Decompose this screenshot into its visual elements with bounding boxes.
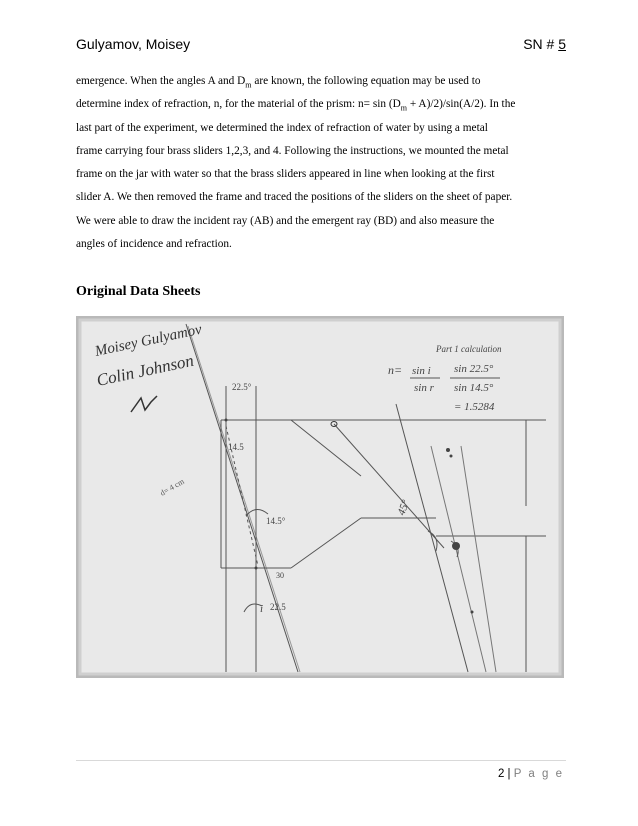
sn-label: SN # bbox=[523, 36, 555, 52]
label-45: 45° bbox=[395, 498, 413, 518]
data-sheet-scan bbox=[76, 316, 564, 678]
body-line: slider A. We then removed the frame and traced the positions of the sliders on the sheet of paper. bbox=[76, 191, 513, 204]
page-number: 2 bbox=[497, 768, 505, 780]
calc-denominator: sin 14.5° bbox=[454, 382, 494, 394]
label-30: 30 bbox=[276, 571, 284, 580]
calc-title: Part 1 calculation bbox=[436, 344, 502, 354]
body-line: determine index of refraction, n, for the material of the prism: $n= \sin (D_m + A)/2)/\sin(A/2)$. In the bbox=[76, 98, 516, 113]
body-line: frame on the jar with water so that the brass sliders appeared in line when looking at the first bbox=[76, 168, 495, 181]
body-paragraph bbox=[76, 70, 568, 256]
body-line: angles of incidence and refraction. bbox=[76, 238, 232, 251]
angle-label-top: 22.5° bbox=[232, 382, 252, 392]
header-sn bbox=[523, 36, 566, 52]
angle-label-145-top: 14.5 bbox=[228, 442, 244, 452]
handwritten-names-2: Colin Johnson bbox=[94, 350, 196, 390]
page-separator: | bbox=[507, 768, 511, 780]
page-header bbox=[76, 36, 566, 56]
data-sheet-drawing bbox=[76, 316, 564, 678]
header-author: Gulyamov, Moisey bbox=[76, 36, 191, 52]
body-line: We were able to draw the incident ray (AB) and the emergent ray (BD) and also measure the bbox=[76, 214, 495, 227]
label-i: i bbox=[260, 603, 264, 615]
page-footer bbox=[498, 768, 564, 780]
body-line: last part of the experiment, we determined the index of refraction of water by using a metal bbox=[76, 121, 488, 134]
calc-sin-r: sin r bbox=[414, 382, 434, 394]
angle-label-bottom: 22.5 bbox=[270, 602, 286, 612]
body-line: emergence. When the angles A and $D_m$ are known, the following equation may be used to bbox=[76, 75, 481, 90]
section-title: Original Data Sheets bbox=[76, 284, 201, 299]
angle-label-145-mid: 14.5° bbox=[266, 516, 286, 526]
body-line: frame carrying four brass sliders 1,2,3, and 4. Following the instructions, we mounted the metal bbox=[76, 144, 509, 157]
page-label: P a g e bbox=[513, 768, 564, 780]
calc-numerator: sin 22.5° bbox=[454, 363, 494, 375]
calc-sin-i: sin i bbox=[412, 365, 431, 377]
calc-result: = 1.5284 bbox=[454, 401, 495, 413]
sn-number: 5 bbox=[558, 36, 566, 52]
handwritten-names-1: Moisey Gulyamov bbox=[93, 321, 204, 360]
footer-divider bbox=[76, 760, 566, 761]
calc-n: n= bbox=[388, 363, 403, 377]
label-side: d= 4 cm bbox=[158, 476, 186, 498]
